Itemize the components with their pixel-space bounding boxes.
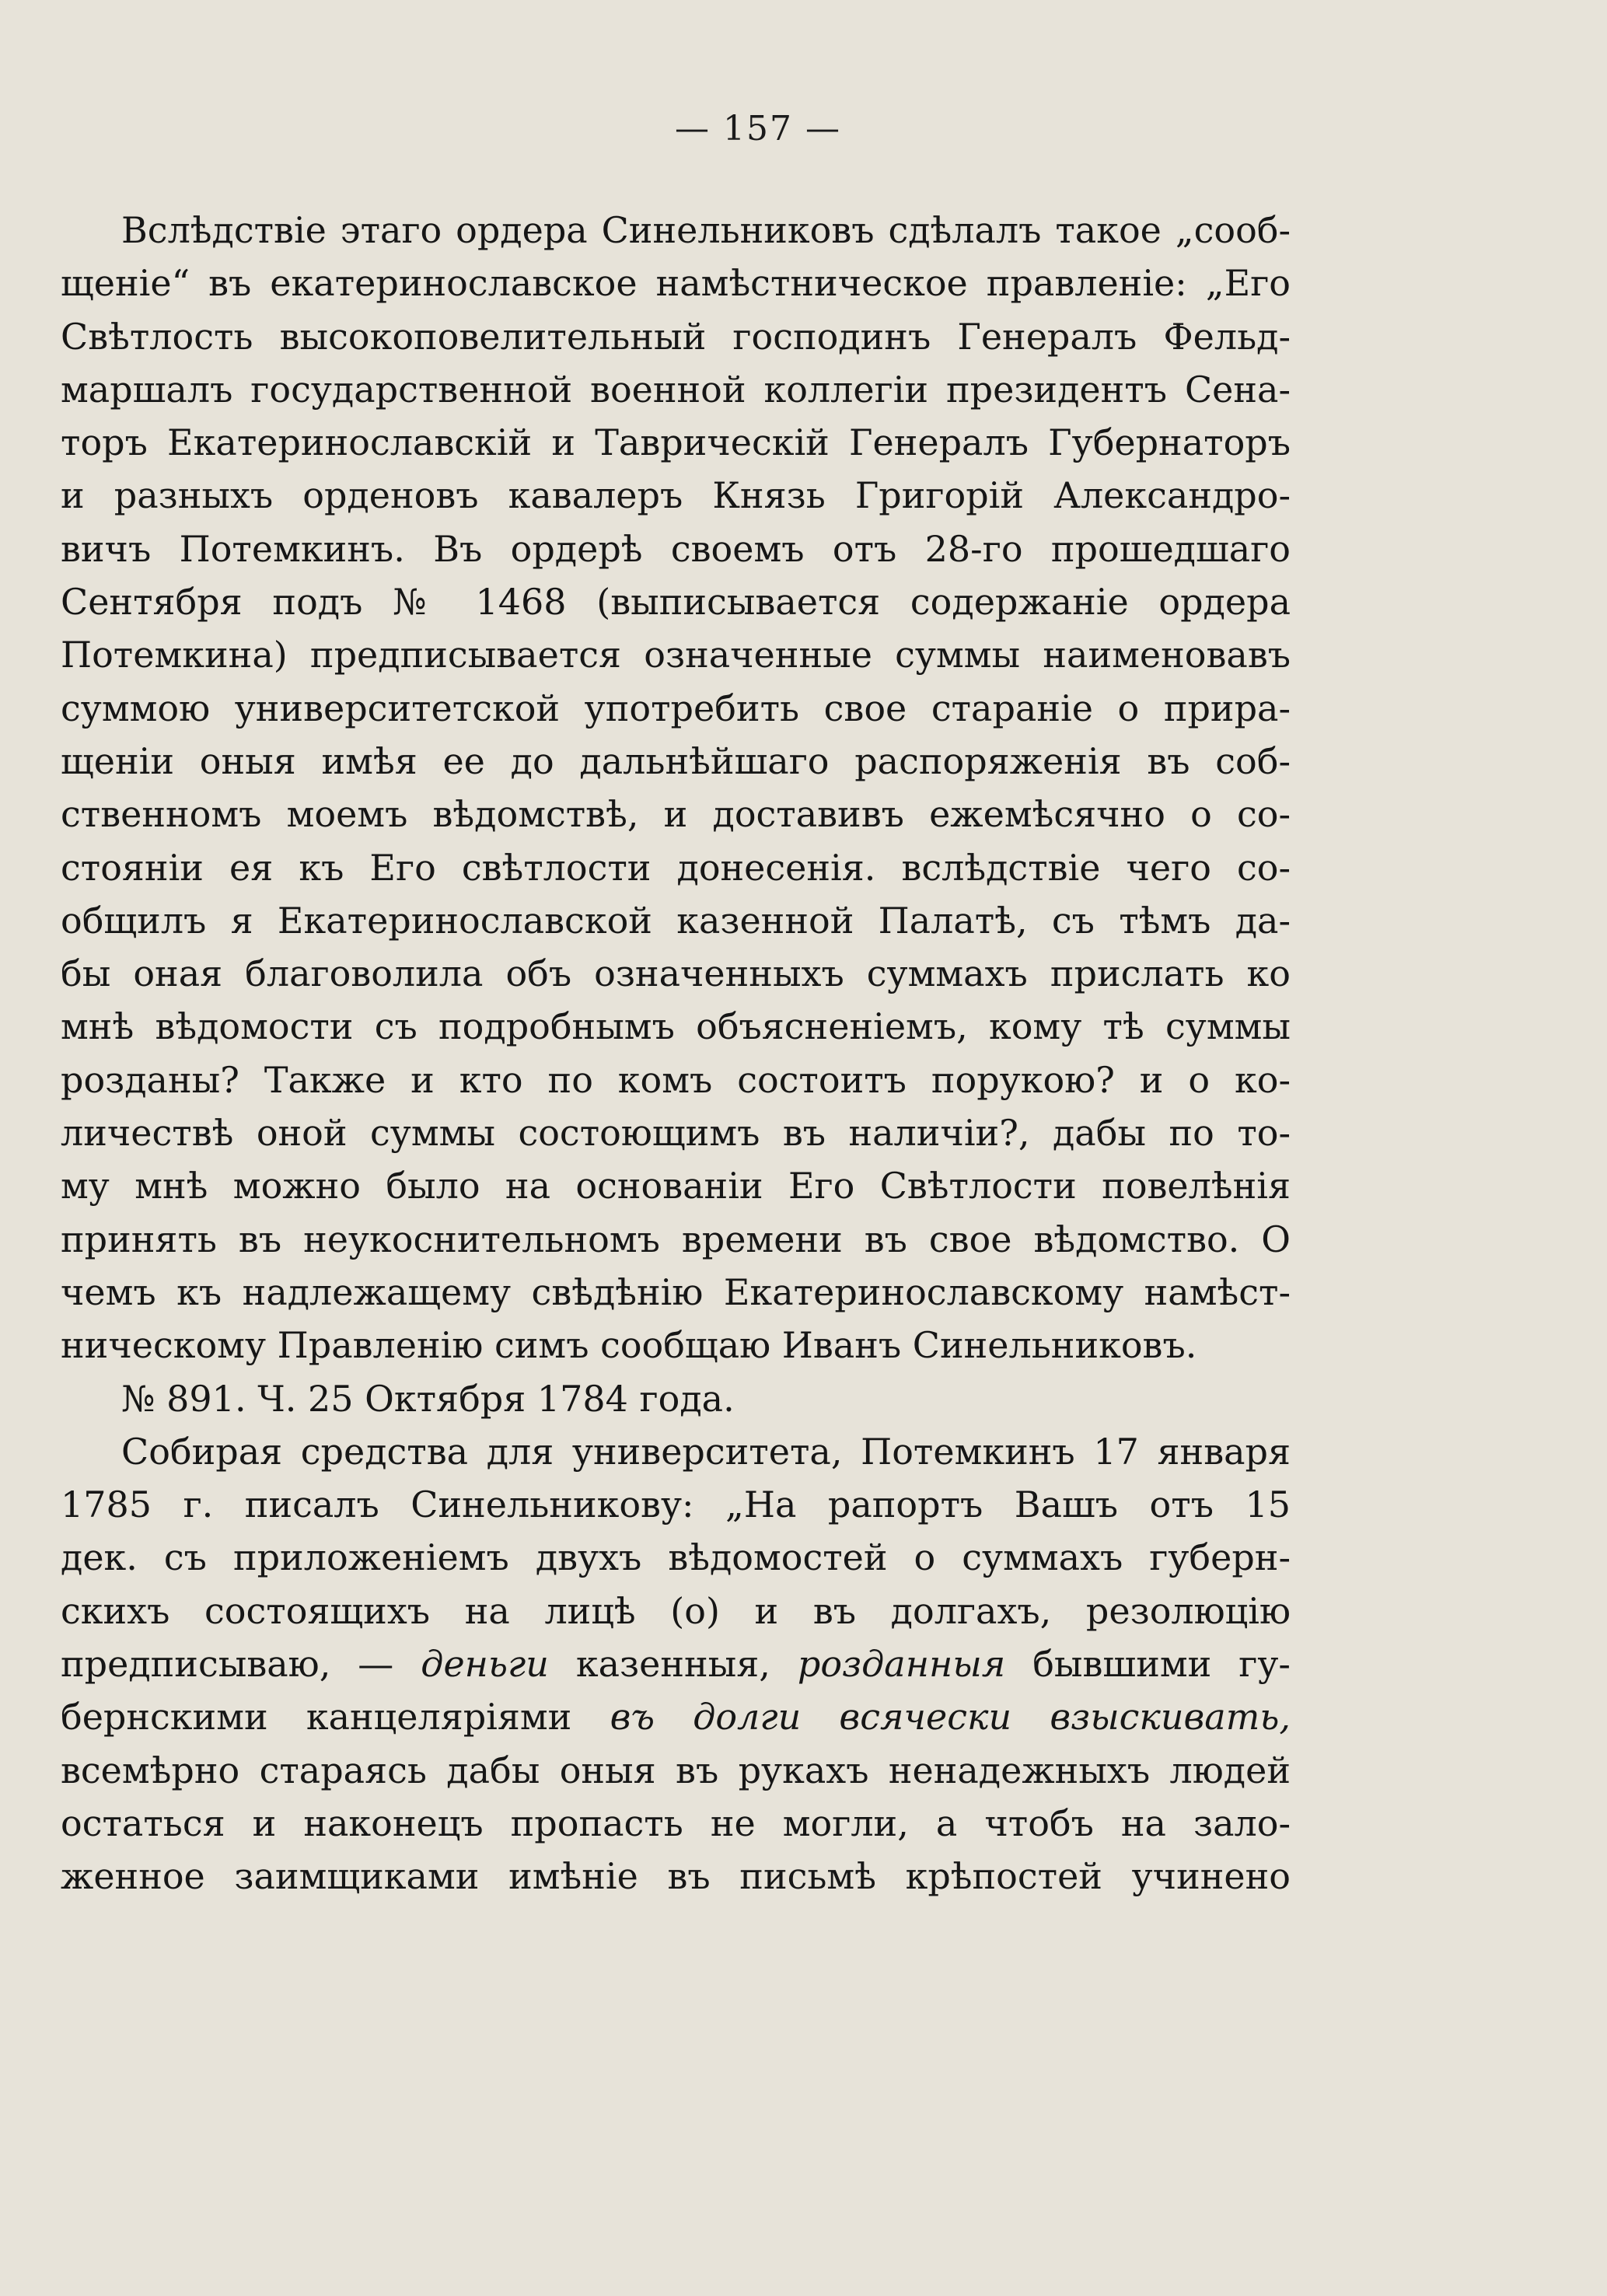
text-line: му мнѣ можно было на основаніи Его Свѣтлости повелѣнія xyxy=(61,1165,1291,1207)
text-line: ническому Правленію симъ сообщаю Иванъ Синельниковъ. xyxy=(61,1324,1197,1367)
paragraph-1 xyxy=(61,204,1291,1425)
text-line: вичъ Потемкинъ. Въ ордерѣ своемъ отъ 28-го прошедшаго xyxy=(61,527,1291,570)
text-line: маршалъ государственной военной коллегіи президентъ Сена- xyxy=(61,368,1291,411)
text-line xyxy=(61,1637,1291,1690)
text-line: мнѣ вѣдомости съ подробнымъ объясненіемъ, кому тѣ суммы xyxy=(61,1005,1291,1048)
text-line: розданы? Также и кто по комъ состоитъ порукою? и о ко- xyxy=(61,1058,1291,1101)
text-line: общилъ я Екатеринославской казенной Палатѣ, съ тѣмъ да- xyxy=(61,899,1291,942)
text-line: чемъ къ надлежащему свѣдѣнію Екатеринославскому намѣст- xyxy=(61,1270,1291,1313)
text-line: Собирая средства для университета, Потемкинъ 17 января xyxy=(121,1430,1291,1473)
text-line: бы оная благоволила объ означенныхъ суммахъ прислать ко xyxy=(61,952,1291,995)
text-line: суммою университетской употребить свое стараніе о прира- xyxy=(61,687,1291,729)
text-line: дек. съ приложеніемъ двухъ вѣдомостей о суммахъ губерн- xyxy=(61,1536,1291,1579)
text-line: щеніе“ въ екатеринославское намѣстническое правленіе: „Его xyxy=(61,262,1291,305)
paragraph-2 xyxy=(61,1425,1291,1903)
text-run: бывшими гу- xyxy=(1005,1643,1291,1686)
text-line: № 891. Ч. 25 Октября 1784 года. xyxy=(121,1377,735,1420)
italic-text: деньги xyxy=(421,1643,549,1686)
text-line: стояніи ея къ Его свѣтлости донесенія. вслѣдствіе чего со- xyxy=(61,846,1291,889)
text-run: казенныя, xyxy=(548,1643,798,1686)
text-line: Вслѣдствіе этаго ордера Синельниковъ сдѣлалъ такое „сооб- xyxy=(121,209,1291,251)
text-run: бернскими канцеляріями xyxy=(61,1696,610,1739)
text-line: женное заимщиками имѣніе въ письмѣ крѣпостей учинено xyxy=(61,1855,1291,1898)
text-line xyxy=(61,1690,1291,1743)
text-line: Потемкина) предписывается означенные суммы наименовавъ xyxy=(61,634,1291,676)
italic-text: въ долги всячески взыскивать, xyxy=(610,1696,1291,1739)
italic-text: розданныя xyxy=(797,1643,1006,1686)
text-line: Сентября подъ № 1468 (выписывается содержаніе ордера xyxy=(61,581,1291,624)
text-line: ственномъ моемъ вѣдомствѣ, и доставивъ ежемѣсячно о со- xyxy=(61,793,1291,836)
text-run: предписываю, — xyxy=(61,1643,421,1686)
body-text xyxy=(61,204,1291,1903)
text-line: щеніи оныя имѣя ее до дальнѣйшаго распоряженія въ соб- xyxy=(61,739,1291,782)
text-line: Свѣтлость высокоповелительный господинъ Генералъ Фельд- xyxy=(61,315,1291,358)
text-line: скихъ состоящихъ на лицѣ (о) и въ долгахъ, резолюцію xyxy=(61,1589,1291,1632)
text-line: 1785 г. писалъ Синельникову: „На рапортъ Вашъ отъ 15 xyxy=(61,1483,1291,1526)
text-line: и разныхъ орденовъ кавалеръ Князь Григорій Александро- xyxy=(61,474,1291,517)
text-line: остаться и наконецъ пропасть не могли, а чтобъ на зало- xyxy=(61,1802,1291,1844)
page-number: — 157 — xyxy=(675,109,841,149)
text-line: принять въ неукоснительномъ времени въ свое вѣдомство. О xyxy=(61,1218,1291,1260)
text-line: личествѣ оной суммы состоющимъ въ наличіи?, дабы по то- xyxy=(61,1112,1291,1155)
text-line: всемѣрно стараясь дабы оныя въ рукахъ ненадежныхъ людей xyxy=(61,1749,1291,1791)
text-line: торъ Екатеринославскій и Таврическій Генералъ Губернаторъ xyxy=(61,421,1291,464)
